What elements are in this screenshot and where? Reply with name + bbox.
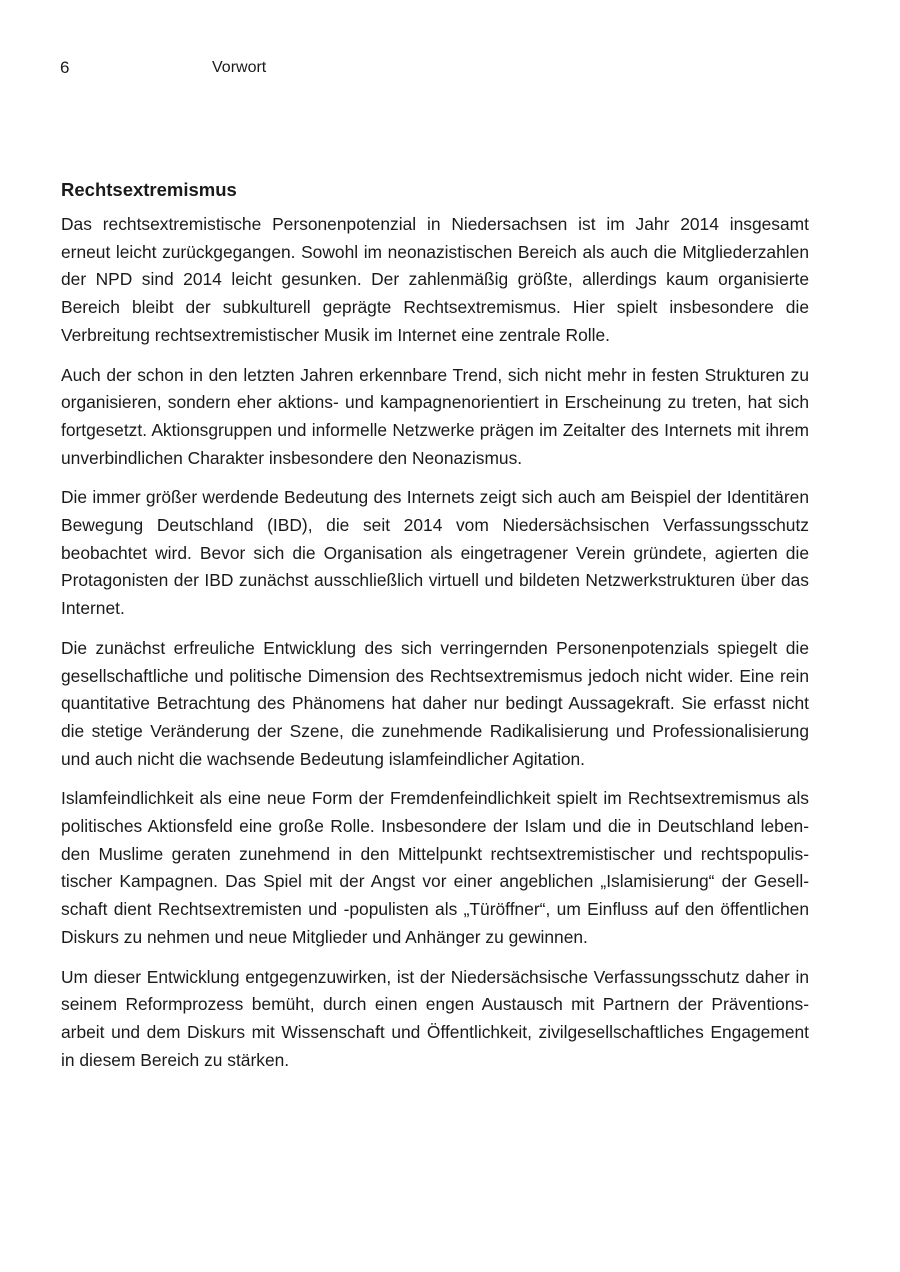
running-title: Vorwort bbox=[212, 59, 267, 76]
paragraph-4: Die zunächst erfreuliche Entwicklung des sich verringernden Personenpotenzials spiegelt die gesellschaftliche und politische Dimension des Rechtsextremismus jedoch nicht wider. Eine rein quantitative Betrachtung des Phänomens hat daher nur bedingt Aussagekraft. Sie erfasst nicht die stetige Veränderung der Szene, die zunehmende Radikalisierung und Professionalisierung und auch nicht die wachsende Bedeutung islamfeindlicher Agitation. bbox=[61, 637, 809, 769]
page-header bbox=[60, 56, 840, 80]
paragraph-5: Islamfeindlichkeit als eine neue Form der Fremdenfeindlichkeit spielt im Rechtsextremismus als politisches Aktionsfeld eine große Rolle. Insbesondere der Islam und die in Deutschland lebenden Muslime geraten zunehmend in den Mittelpunkt rechtsextremistischer und rechtspopulistischer Kampagnen. Das Spiel mit der Angst vor einer angeblichen „Islamisierung“ der Gesellschaft dient Rechtsextremisten und -populisten als „Türöffner“, um Einfluss auf den öffentlichen Diskurs zu nehmen und neue Mitglieder und Anhänger zu gewinnen. bbox=[61, 788, 809, 947]
section-content bbox=[61, 176, 809, 1086]
paragraph-2: Auch der schon in den letzten Jahren erkennbare Trend, sich nicht mehr in festen Strukturen zu organisieren, sondern eher aktions- und kampagnenorientiert in Erscheinung zu treten, hat sich fortgesetzt. Aktionsgruppen und informelle Netzwerke prägen im Zeitalter des Internets mit ihrem unverbindlichen Charakter insbesondere den Neonazismus. bbox=[61, 364, 809, 468]
paragraph-1: Das rechtsextremistische Personenpotenzial in Niedersachsen ist im Jahr 2014 insgesamt erneut leicht zurückgegangen. Sowohl im neonazistischen Bereich als auch die Mitgliederzahlen der NPD sind 2014 leicht gesunken. Der zahlenmäßig größte, allerdings kaum organisierte Bereich bleibt der subkulturell geprägte Rechtsextremismus. Hier spielt insbesondere die Verbreitung rechtsextremistischer Musik im Internet eine zentrale Rolle. bbox=[61, 214, 809, 345]
section-heading: Rechtsextremismus bbox=[61, 179, 237, 200]
paragraph-6: Um dieser Entwicklung entgegenzuwirken, ist der Niedersächsische Verfassungsschutz daher in seinem Reformprozess bemüht, durch einen engen Austausch mit Partnern der Präventionsarbeit und dem Diskurs mit Wissenschaft und Öffentlichkeit, zivilgesellschaftliches Engagement in diesem Bereich zu stärken. bbox=[61, 966, 809, 1070]
page-number: 6 bbox=[60, 58, 70, 77]
paragraph-3: Die immer größer werdende Bedeutung des Internets zeigt sich auch am Beispiel der Identitären Bewegung Deutschland (IBD), die seit 2014 vom Niedersächsischen Verfassungsschutz beobachtet wird. Bevor sich die Organisation als eingetragener Verein gründete, agierten die Protagonisten der IBD zunächst ausschließlich virtuell und bildeten Netzwerkstrukturen über das Internet. bbox=[61, 487, 809, 619]
